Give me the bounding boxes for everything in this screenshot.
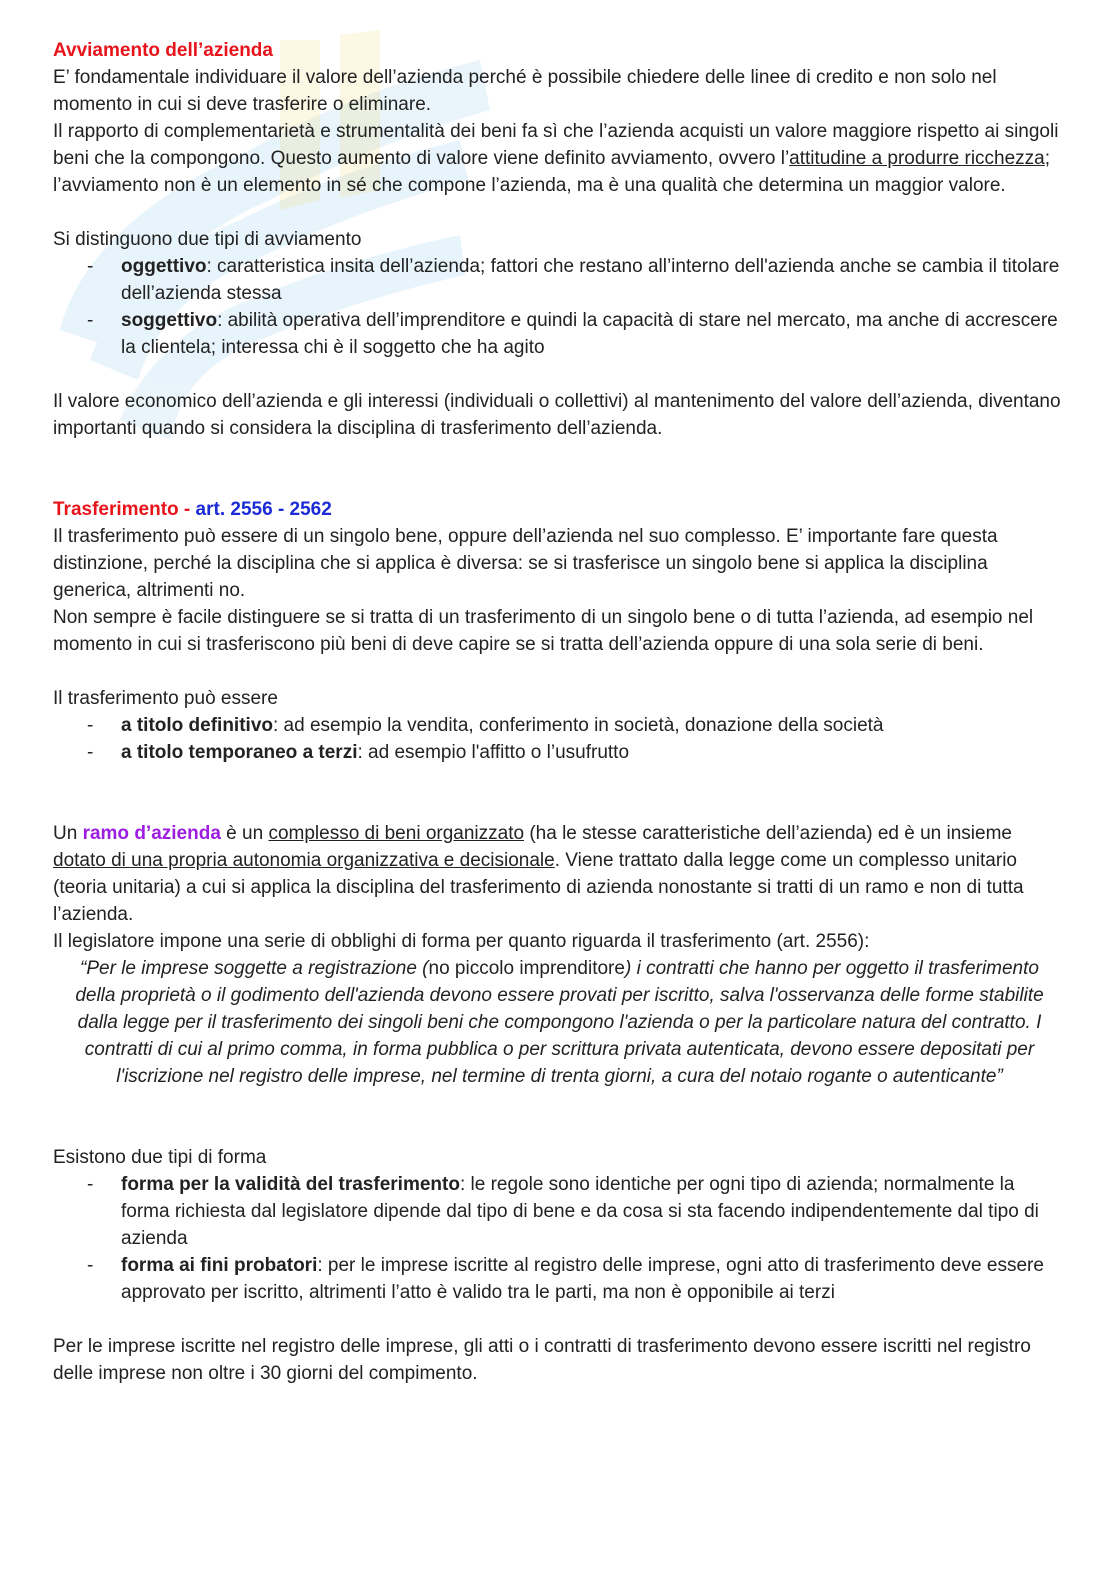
paragraph: Il valore economico dell’azienda e gli interessi (individuali o collettivi) al mantenimento del valore dell’azienda, diventano importanti quando si considera la disciplina di trasferimento dell’azienda. [53, 391, 1061, 439]
list-item: - oggettivo: caratteristica insita dell’azienda; fattori che restano all’interno dell'azienda anche se cambia il titolare dell’azienda stessa [121, 253, 1066, 307]
form-types-list [53, 1171, 1066, 1306]
avviamento-types-list [53, 253, 1066, 361]
transfer-types-list [53, 712, 1066, 766]
list-intro: Esistono due tipi di forma [53, 1147, 267, 1168]
law-quote: “Per le imprese soggette a registrazione (no piccolo imprenditore) i contratti che hanno per oggetto il trasferimento della proprietà o il godimento dell'azienda devono essere provati per iscritto, salva l'osservanza delle forme stabilite dalla legge per il trasferimento dei singoli beni che compongono l'azienda o per la particolare natura del contratto. I contratti di cui al primo comma, in forma pubblica o per scrittura privata autenticata, devono essere depositati per l'iscrizione nel registro delle imprese, nel termine di trenta giorni, a cura del notaio rogante o autenticante” [75, 958, 1044, 1087]
section-title-trasferimento: Trasferimento - art. 2556 - 2562 [53, 499, 332, 520]
list-item: - soggettivo: abilità operativa dell’imprenditore e quindi la capacità di stare nel mercato, ma anche di accrescere la clientela; interessa chi è il soggetto che ha agito [121, 307, 1066, 361]
paragraph: Il legislatore impone una serie di obblighi di forma per quanto riguarda il trasferimento (art. 2556): [53, 931, 870, 952]
paragraph: Il rapporto di complementarietà e strumentalità dei beni fa sì che l’azienda acquisti un valore maggiore rispetto ai singoli beni che la compongono. Questo aumento di valore viene definito avviamento, ovvero l’attitudine a produrre ricchezza; l’avviamento non è un elemento in sé che compone l’azienda, ma è una qualità che determina un maggior valore. [53, 121, 1059, 196]
paragraph: Per le imprese iscritte nel registro delle imprese, gli atti o i contratti di trasferimento devono essere iscritti nel registro delle imprese non oltre i 30 giorni del compimento. [53, 1336, 1031, 1384]
paragraph: Il trasferimento può essere di un singolo bene, oppure dell’azienda nel suo complesso. E’ importante fare questa distinzione, perché la disciplina che si applica è diversa: se si trasferisce un singolo bene si applica la disciplina generica, altrimenti no. [53, 526, 998, 601]
paragraph-ramo-azienda: Un ramo d’azienda è un complesso di beni organizzato (ha le stesse caratteristiche dell’azienda) ed è un insieme dotato di una propria autonomia organizzativa e decisionale. Viene trattato dalla legge come un complesso unitario (teoria unitaria) a cui si applica la disciplina del trasferimento di azienda nonostante si tratti di un ramo e non di tutta l’azienda. [53, 823, 1024, 925]
list-intro: Si distinguono due tipi di avviamento [53, 229, 362, 250]
list-item: - a titolo temporaneo a terzi: ad esempio l'affitto o l’usufrutto [121, 739, 1066, 766]
list-item: - forma per la validità del trasferimento: le regole sono identiche per ogni tipo di azienda; normalmente la forma richiesta dal legislatore dipende dal tipo di bene e da cosa si sta facendo indipendentemente dal tipo di azienda [121, 1171, 1066, 1252]
section-title-avviamento: Avviamento dell’azienda [53, 40, 273, 61]
underlined-phrase: attitudine a produrre ricchezza [789, 148, 1045, 169]
list-item: - forma ai fini probatori: per le imprese iscritte al registro delle imprese, ogni atto di trasferimento deve essere approvato per iscritto, altrimenti l’atto è valido tra le parti, ma non è opponibile ai terzi [121, 1252, 1066, 1306]
list-intro: Il trasferimento può essere [53, 688, 278, 709]
term-ramo-azienda: ramo d’azienda [82, 823, 221, 844]
paragraph: E’ fondamentale individuare il valore dell’azienda perché è possibile chiedere delle linee di credito e non solo nel momento in cui si deve trasferire o eliminare. [53, 67, 997, 115]
paragraph: Non sempre è facile distinguere se si tratta di un trasferimento di un singolo bene o di tutta l’azienda, ad esempio nel momento in cui si trasferiscono più beni di deve capire se si tratta dell’azienda oppure di una sola serie di beni. [53, 607, 1034, 655]
list-item: - a titolo definitivo: ad esempio la vendita, conferimento in società, donazione della società [121, 712, 1066, 739]
